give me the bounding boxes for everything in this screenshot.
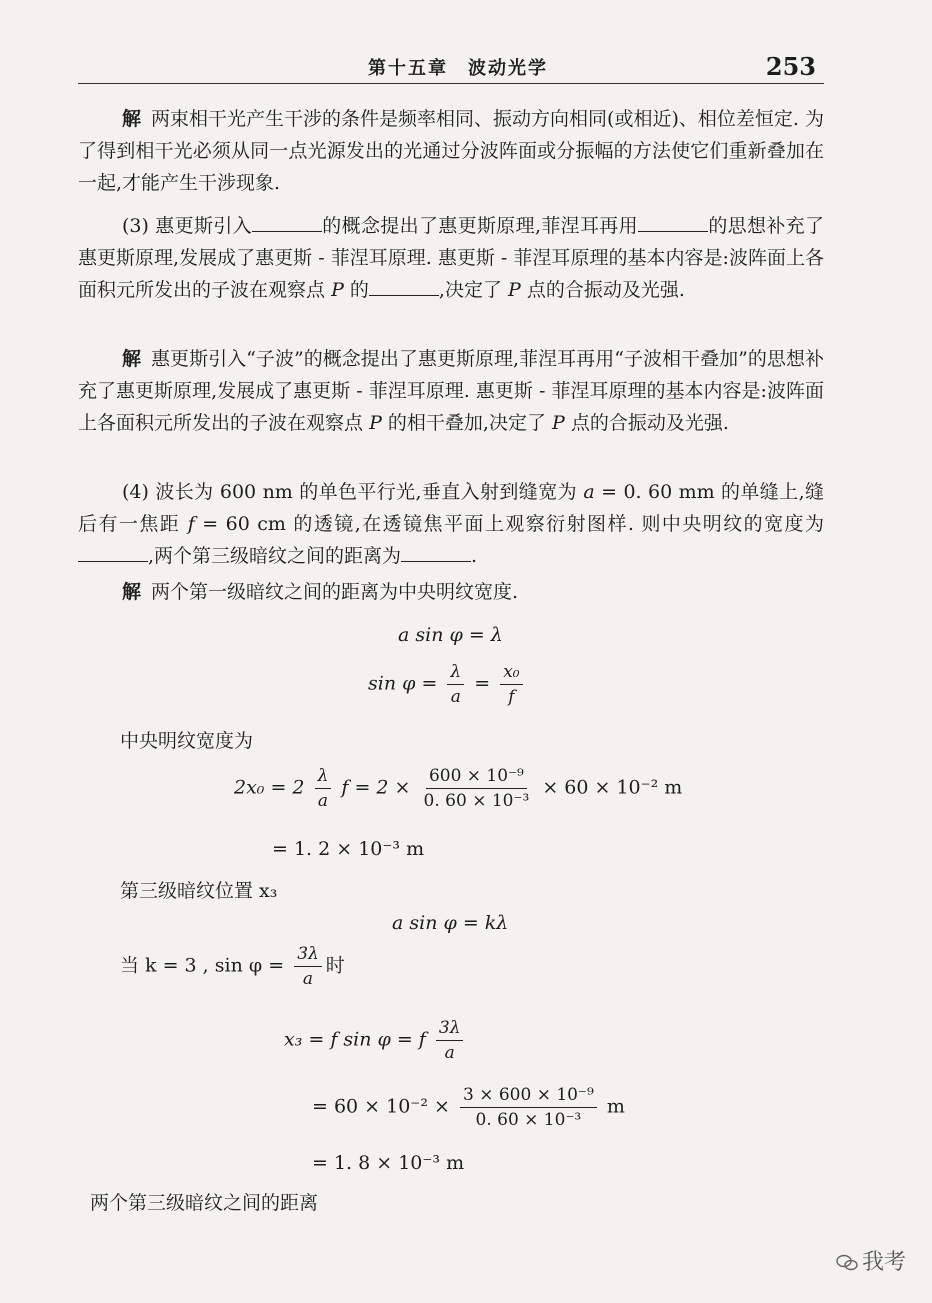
fraction (460, 1085, 597, 1130)
eq-lhs: = 60 × 10⁻² × (312, 1095, 450, 1118)
q3-text-6: 点的合振动及光强. (526, 279, 685, 301)
eq-post: 时 (325, 954, 345, 977)
equation-central-width (234, 766, 682, 811)
eq-lhs: x₃ = f sin φ = f (284, 1028, 426, 1051)
eq-lhs: 2x₀ = 2 (234, 776, 305, 799)
denominator: 0. 60 × 10⁻³ (475, 1110, 582, 1130)
page-header (78, 52, 824, 82)
eq-mid: f = 2 × (341, 776, 411, 799)
fraction (315, 766, 332, 811)
answer-blank (401, 541, 471, 562)
watermark (836, 1245, 906, 1276)
equals-sign: = (474, 672, 491, 695)
answer-blank (78, 541, 148, 562)
point-p: P (331, 279, 344, 301)
denominator: f (508, 687, 515, 707)
eq-tail: × 60 × 10⁻² m (542, 776, 683, 799)
denominator: a (450, 687, 461, 707)
q4-text-4: ,两个第三级暗纹之间的距离为 (148, 545, 402, 567)
point-p: P (508, 279, 521, 301)
point-p: P (552, 412, 565, 434)
eq-lhs: sin φ = (368, 672, 438, 695)
numerator: x₀ (500, 662, 522, 685)
answer-3 (78, 343, 824, 439)
equation-when-k3 (120, 944, 345, 989)
answer-label: 解 (122, 108, 142, 130)
q3-text-1: (3) 惠更斯引入 (122, 215, 252, 237)
q3-text-4: 的 (349, 279, 369, 301)
var-f: f (187, 513, 195, 535)
q4-text-5: . (471, 545, 478, 567)
equation-x3 (284, 1018, 467, 1063)
numerator: 600 × 10⁻⁹ (426, 766, 527, 789)
fraction (294, 944, 322, 989)
eq-unit: m (606, 1095, 625, 1118)
numerator: λ (315, 766, 332, 789)
answer-blank (252, 211, 322, 232)
answer-label: 解 (122, 348, 142, 370)
numerator: 3 × 600 × 10⁻⁹ (460, 1085, 597, 1108)
numerator: 3λ (294, 944, 322, 967)
q4-text-1: (4) 波长为 600 nm 的单色平行光,垂直入射到缝宽为 (122, 481, 577, 503)
answer-label: 解 (122, 581, 142, 603)
answer-2 (78, 103, 824, 199)
denominator: a (317, 791, 329, 811)
answer-text: 的相干叠加,决定了 (387, 412, 546, 434)
fraction (447, 662, 464, 707)
q4-text-2: = 0. 60 mm 的单缝上,缝后有一焦距 (78, 481, 824, 535)
eq-lhs: a sin φ (398, 624, 463, 646)
denominator: a (444, 1043, 455, 1063)
answer-blank (369, 275, 439, 296)
distance-label: 两个第三级暗纹之间的距离 (90, 1192, 319, 1214)
fraction (436, 1018, 464, 1063)
equation-dark-fringe: a sin φ = kλ (392, 912, 509, 934)
question-3 (78, 210, 824, 306)
q4-text-3: = 60 cm 的透镜,在透镜焦平面上观察衍射图样. 则中央明纹的宽度为 (202, 513, 824, 535)
point-p: P (369, 412, 382, 434)
third-order-label: 第三级暗纹位置 x₃ (120, 880, 278, 902)
question-4 (78, 476, 824, 572)
q3-text-2: 的概念提出了惠更斯原理,菲涅耳再用 (321, 215, 638, 237)
page-number: 253 (765, 52, 816, 81)
denominator: a (302, 969, 314, 989)
fraction (500, 662, 522, 707)
header-rule (78, 83, 824, 84)
equation-grating (398, 624, 503, 646)
eq-pre: 当 k = 3 , sin φ = (120, 954, 285, 977)
eq-rhs: = λ (468, 624, 503, 646)
answer-text: 两个第一级暗纹之间的距离为中央明纹宽度. (151, 581, 519, 603)
chapter-title: 第十五章 波动光学 (368, 58, 548, 79)
equation-x3-numeric (312, 1085, 625, 1130)
denominator: 0. 60 × 10⁻³ (423, 791, 530, 811)
equation-central-result: = 1. 2 × 10⁻³ m (272, 838, 425, 860)
q3-text-5: ,决定了 (438, 279, 502, 301)
q3-text-3: 的思想补充了惠更斯原理,发展成了惠更斯 - 菲涅耳原理. 惠更斯 - 菲涅耳原理的基本内容是:波阵面上各面积元所发出的子波在观察点 (78, 215, 824, 301)
answer-text: 点的合振动及光强. (570, 412, 729, 434)
answer-blank (638, 211, 708, 232)
equation-sin-phi (368, 662, 527, 707)
watermark-text: 我考 (861, 1250, 906, 1275)
answer-text: 惠更斯引入“子波”的概念提出了惠更斯原理,菲涅耳再用“子波相干叠加”的思想补充了惠更斯原理,发展成了惠更斯 - 菲涅耳原理. 惠更斯 - 菲涅耳原理的基本内容是:波阵面上各面积元所发出的子波在观察点 (78, 348, 824, 434)
central-width-label: 中央明纹宽度为 (120, 730, 254, 752)
numerator: 3λ (436, 1018, 464, 1041)
var-a: a (583, 481, 595, 503)
fraction (421, 766, 533, 811)
answer-text: 两束相干光产生干涉的条件是频率相同、振动方向相同(或相近)、相位差恒定. 为了得到相干光必须从同一点光源发出的光通过分波阵面或分振幅的方法使它们重新叠加在一起,才能产生干涉现象. (78, 108, 824, 194)
numerator: λ (447, 662, 464, 685)
answer-4 (78, 576, 824, 608)
equation-x3-result: = 1. 8 × 10⁻³ m (312, 1152, 465, 1174)
chat-bubbles-icon (836, 1254, 858, 1272)
